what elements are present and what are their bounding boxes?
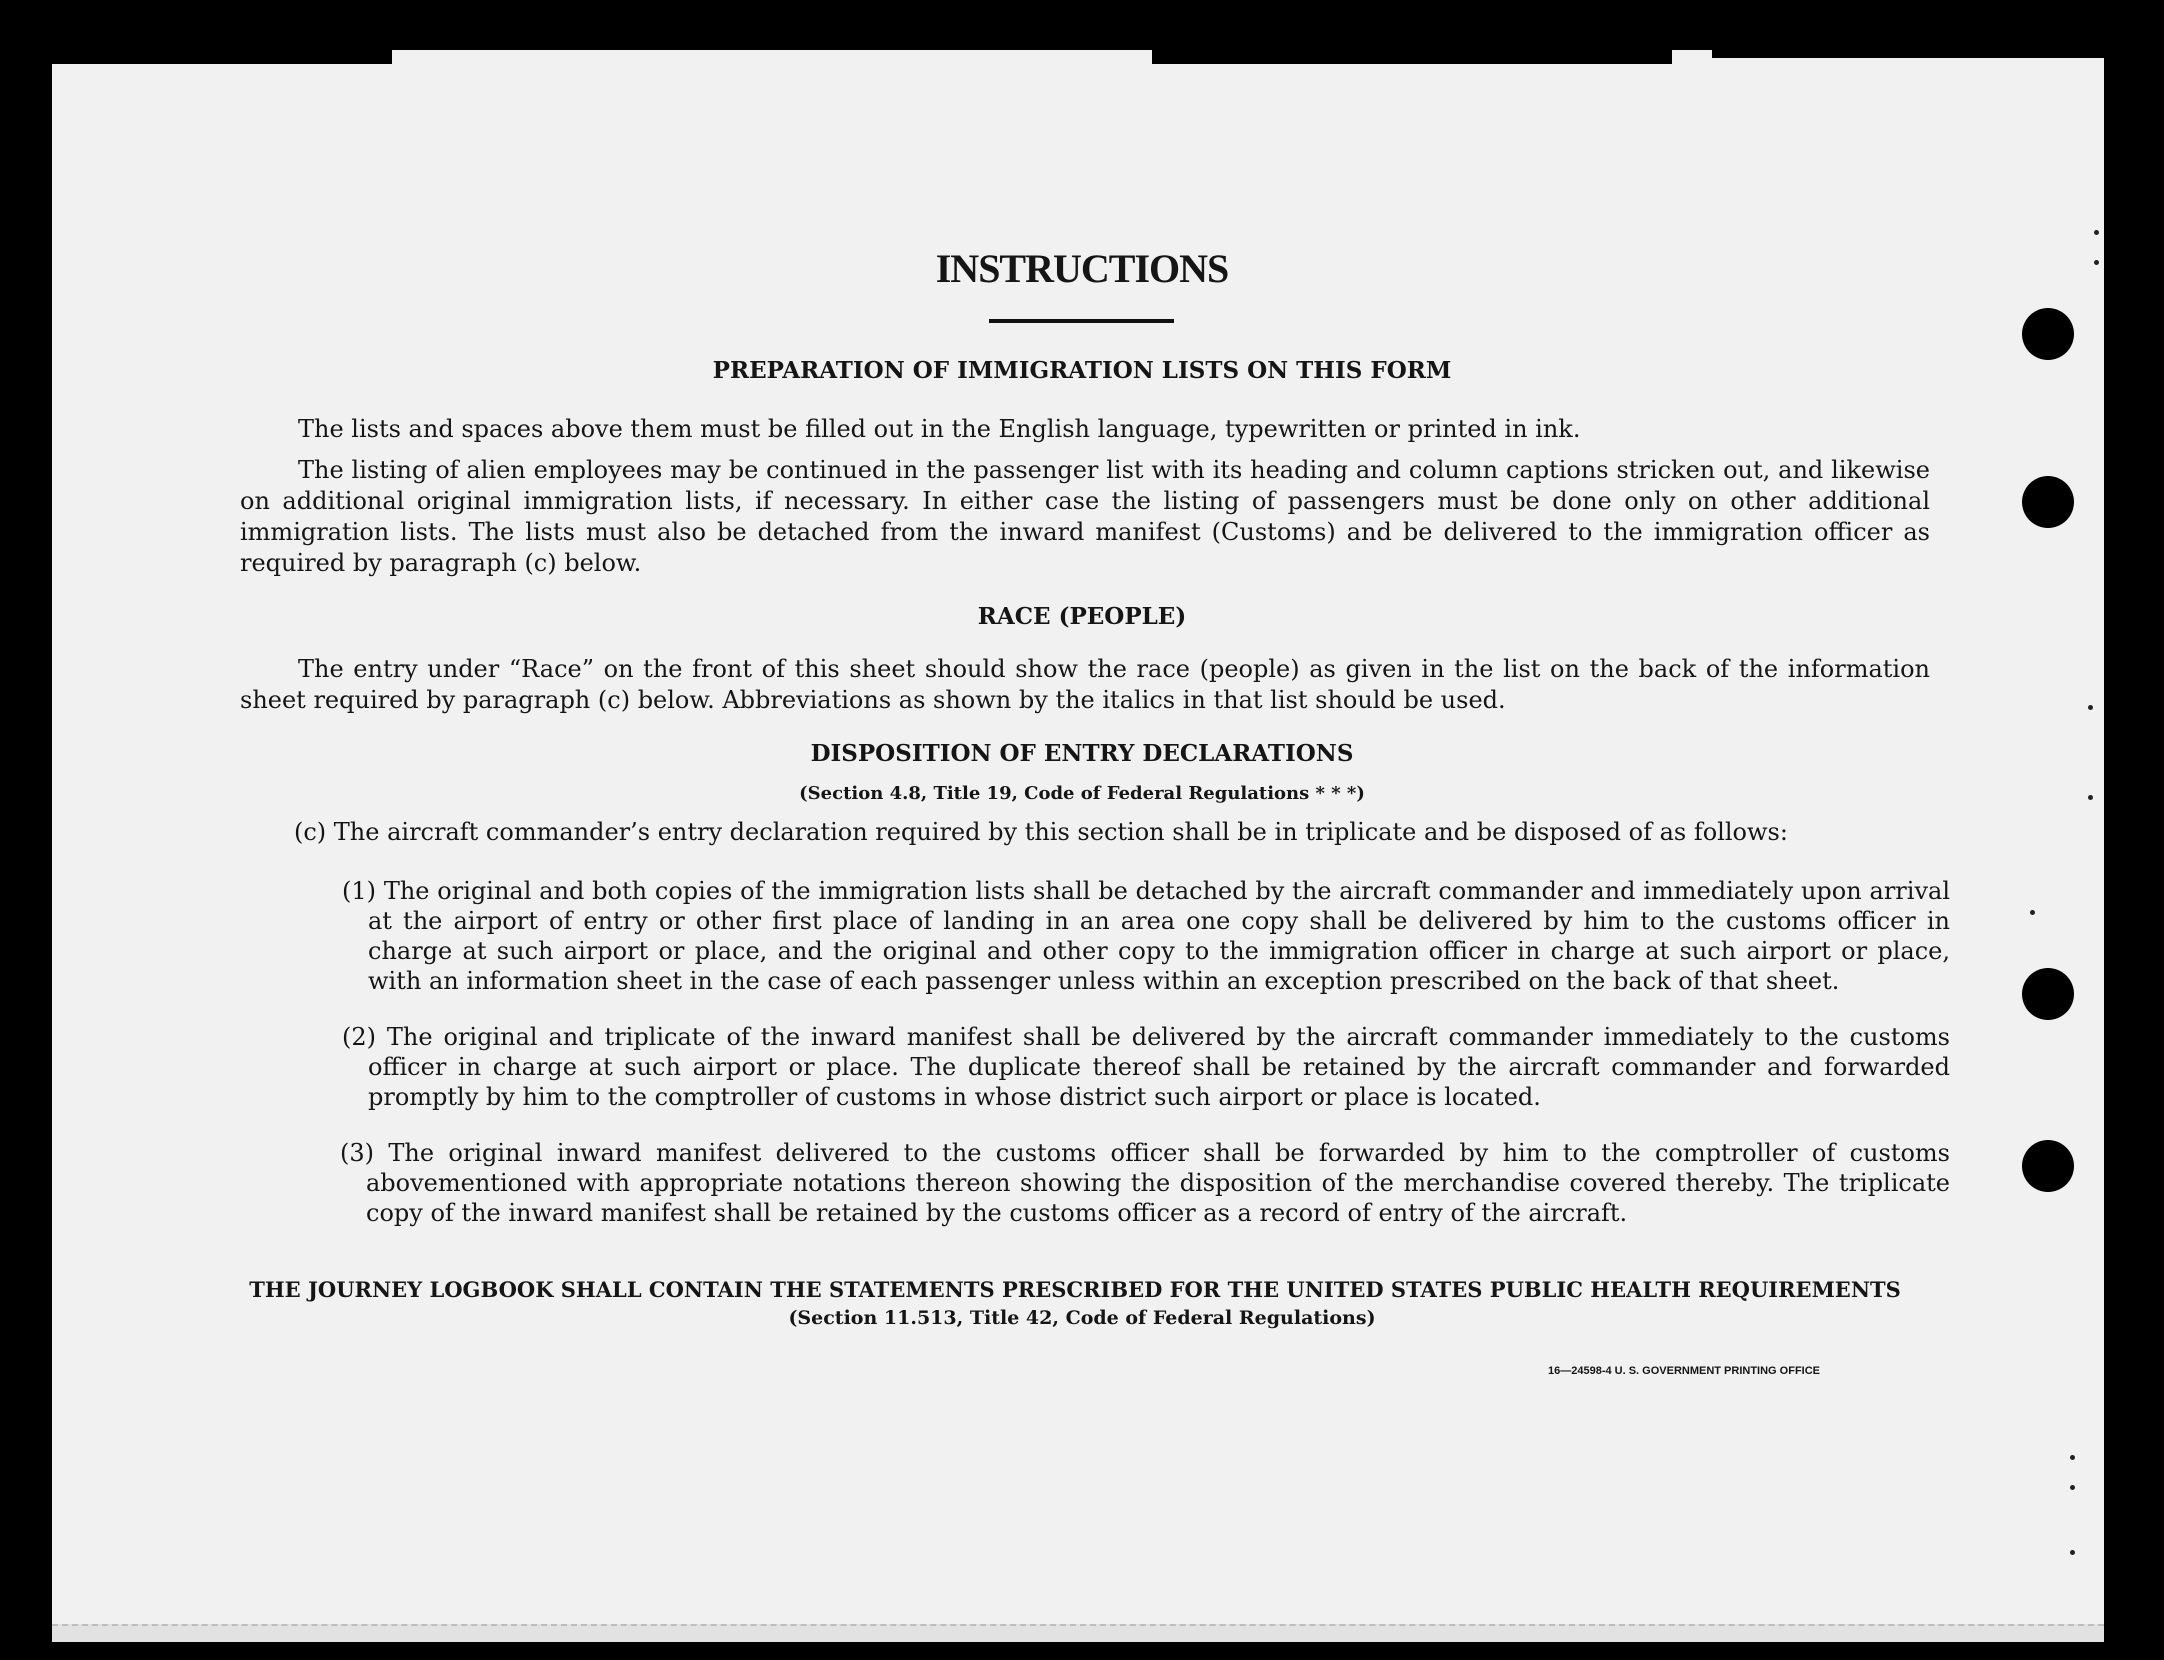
paper-speck [2070,1455,2075,1460]
preparation-heading: PREPARATION OF IMMIGRATION LISTS ON THIS FORM [712,357,1452,384]
disposition-item-2: (2) The original and triplicate of the inward manifest shall be delivered by the aircraft commander immediately to the customs officer in charge at such airport or place. The duplicate thereof shall be retained by the aircraft commander and forwarded promptly by him to the comptroller of customs in whose district such airport or place is located. [342,1023,1950,1111]
disposition-citation: (Section 4.8, Title 19, Code of Federal Regulations * * *) [799,783,1365,804]
paper-speck [2070,1485,2075,1490]
paper-speck [2070,1550,2075,1555]
paper-speck [2094,230,2099,235]
paper-speck [2030,910,2035,915]
printer-code: 16—24598-4 U. S. GOVERNMENT PRINTING OFFICE [1548,1365,1821,1377]
punch-hole [2022,1140,2074,1192]
race-heading: RACE (PEOPLE) [977,603,1187,630]
punch-hole [2022,968,2074,1020]
race-paragraph: The entry under “Race” on the front of this sheet should show the race (people) as given in the list on the back of the information sheet required by paragraph (c) below. Abbreviations as shown by the italics in that list should be used. [240,655,1930,714]
disposition-heading: DISPOSITION OF ENTRY DECLARATIONS [810,740,1354,767]
title-underline [989,319,1174,323]
page-edge-notch [52,50,392,64]
disposition-item-3: (3) The original inward manifest delivered to the customs officer shall be forwarded by him to the comptroller of customs abovementioned with appropriate notations thereon showing the disposition of the merchandise covered thereby. The triplicate copy of the inward manifest shall be retained by the customs officer as a record of entry of the aircraft. [340,1139,1950,1227]
punch-hole [2022,308,2074,360]
page-edge-notch [1152,50,1672,64]
disposition-intro: (c) The aircraft commander’s entry declaration required by this section shall be in triplicate and be disposed of as follows: [294,818,1788,846]
page-bottom-edge [52,1624,2104,1642]
punch-hole [2022,476,2074,528]
preparation-paragraph-2: The listing of alien employees may be continued in the passenger list with its heading and column captions stricken out, and likewise on additional original immigration lists, if necessary. In either case the listing of passengers must be done only on other additional immigration lists. The lists must also be detached from the inward manifest (Customs) and be delivered to the immigration officer as required by paragraph (c) below. [240,456,1930,577]
preparation-paragraph-1: The lists and spaces above them must be filled out in the English language, typewritten or printed in ink. [298,415,1581,443]
public-health-statement: THE JOURNEY LOGBOOK SHALL CONTAIN THE STATEMENTS PRESCRIBED FOR THE UNITED STATES PUBLIC HEALTH REQUIREMENTS [249,1277,1901,1302]
page-title: INSTRUCTIONS [935,246,1229,291]
disposition-item-1: (1) The original and both copies of the immigration lists shall be detached by the aircraft commander and immediately upon arrival at the airport of entry or other first place of landing in an area one copy shall be delivered by him to the customs officer in charge at such airport or place, and the original and other copy to the immigration officer in charge at such airport or place, with an information sheet in the case of each passenger unless within an exception prescribed on the back of that sheet. [342,877,1950,995]
paper-speck [2088,705,2093,710]
public-health-citation: (Section 11.513, Title 42, Code of Federal Regulations) [788,1307,1376,1329]
page-edge-notch [1712,50,2104,58]
